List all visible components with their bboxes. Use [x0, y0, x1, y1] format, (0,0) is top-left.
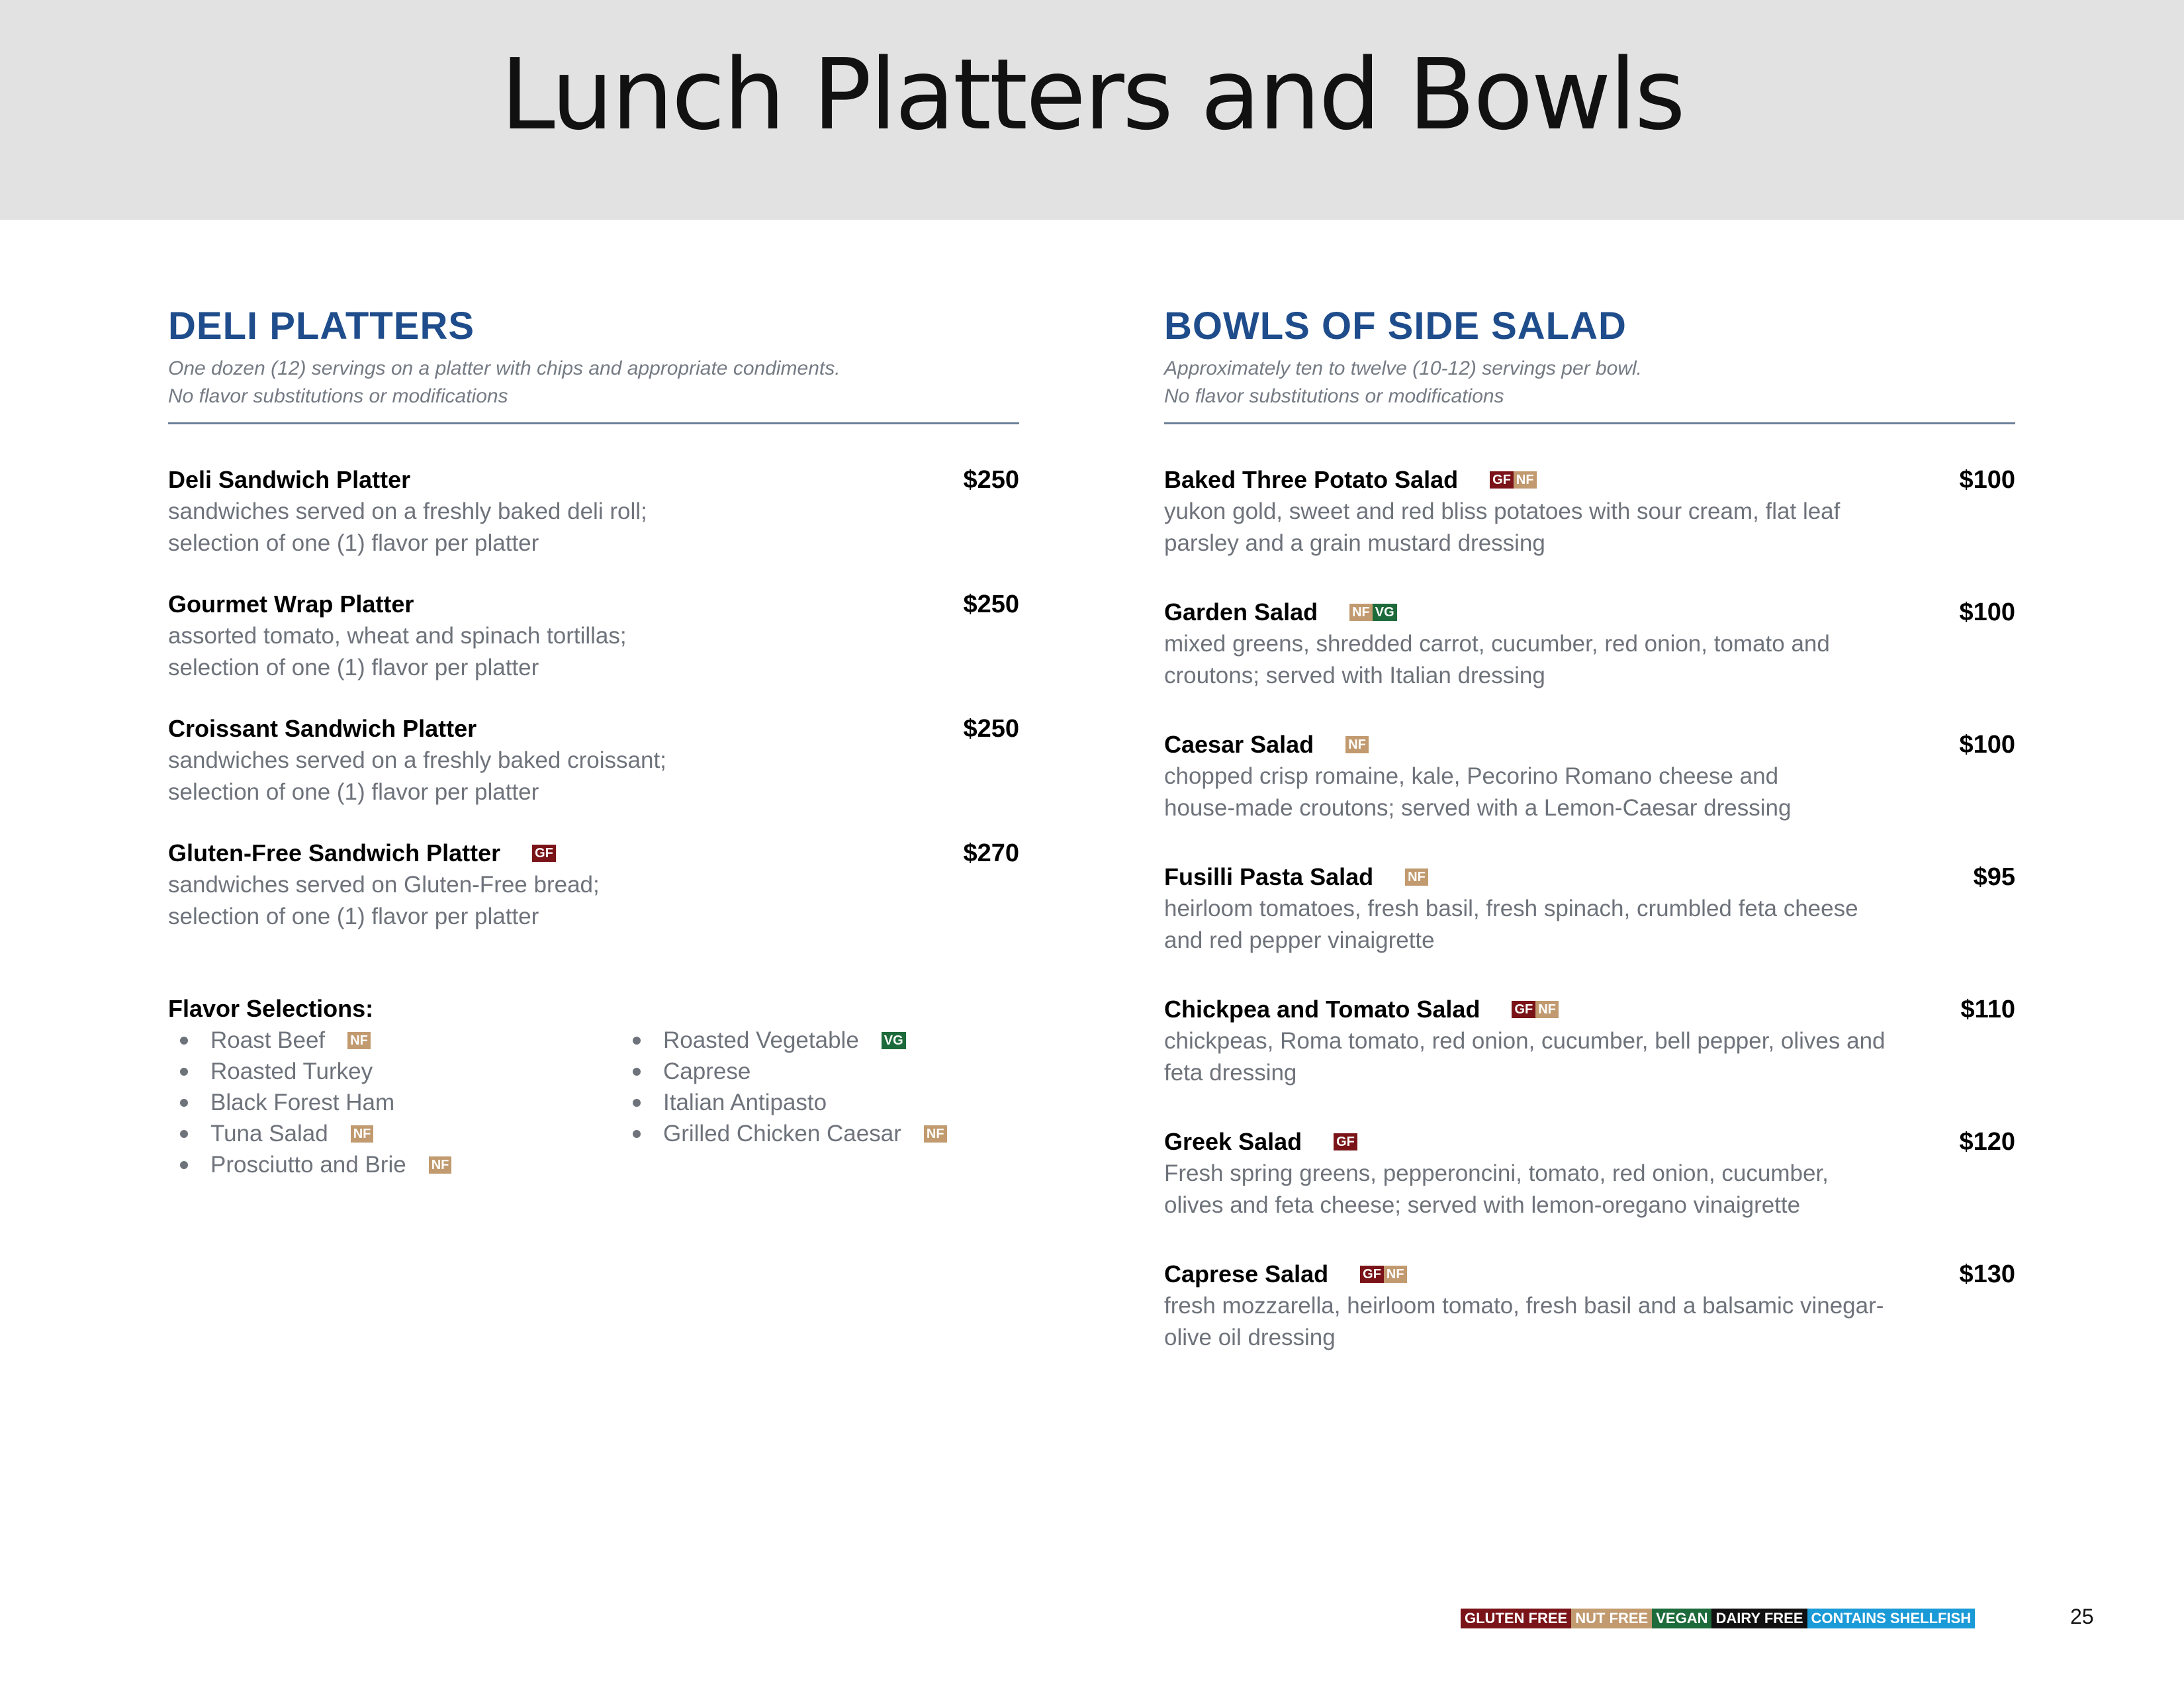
- item-description: mixed greens, shredded carrot, cucumber, red onion, tomato and croutons; served with Italian dressing: [1164, 631, 1830, 688]
- item-name: Garden Salad: [1164, 598, 1318, 626]
- item-description: assorted tomato, wheat and spinach tortillas; selection of one (1) flavor per platter: [168, 623, 627, 680]
- item-price: $120: [1959, 1128, 2015, 1156]
- section-divider: [1164, 422, 2015, 424]
- menu-item: [1164, 863, 2015, 995]
- gluten-free-badge: GF: [532, 845, 556, 862]
- list-item: Black Forest Ham: [168, 1087, 621, 1118]
- item-description: sandwiches served on a freshly baked croissant; selection of one (1) flavor per platter: [168, 747, 666, 805]
- legend-gluten-free: GLUTEN FREE: [1461, 1609, 1571, 1628]
- menu-item: [1164, 598, 2015, 730]
- item-name: Fusilli Pasta Salad: [1164, 863, 1374, 890]
- deli-platters-heading: DELI PLATTERS: [168, 305, 475, 348]
- deli-note-line-1: One dozen (12) servings on a platter with chips and appropriate condiments.: [168, 357, 841, 379]
- menu-item: [168, 590, 1019, 714]
- dietary-badges: [1512, 1001, 1558, 1018]
- item-price: $100: [1959, 598, 2015, 626]
- item-name: Greek Salad: [1164, 1128, 1302, 1155]
- nut-free-badge: NF: [347, 1032, 371, 1049]
- list-item: Tuna Salad NF: [168, 1118, 621, 1149]
- item-description: sandwiches served on a freshly baked deli roll; selection of one (1) flavor per platter: [168, 498, 647, 556]
- menu-item: [168, 465, 1019, 590]
- legend-nut-free: NUT FREE: [1571, 1609, 1652, 1628]
- list-item: Roasted Vegetable VG: [621, 1025, 947, 1056]
- gluten-free-badge: GF: [1334, 1133, 1357, 1150]
- deli-platters-section: [168, 303, 1019, 963]
- dietary-legend: [1461, 1609, 1975, 1628]
- menu-item: [168, 839, 1019, 963]
- flavor-selections-title: Flavor Selections:: [168, 995, 374, 1022]
- list-item: Italian Antipasto: [621, 1087, 947, 1118]
- item-description: fresh mozzarella, heirloom tomato, fresh basil and a balsamic vinegar- olive oil dressing: [1164, 1293, 1884, 1350]
- item-name: Croissant Sandwich Platter: [168, 715, 477, 742]
- list-item: Roasted Turkey: [168, 1056, 621, 1087]
- item-name: Caesar Salad: [1164, 731, 1314, 758]
- section-divider: [168, 422, 1019, 424]
- item-name: Gluten-Free Sandwich Platter: [168, 839, 501, 867]
- nut-free-badge: NF: [1384, 1266, 1407, 1283]
- salad-note: [1164, 355, 2015, 410]
- list-item: Prosciutto and Brie NF: [168, 1149, 621, 1180]
- salad-note-line-1: Approximately ten to twelve (10-12) servings per bowl.: [1164, 357, 1642, 379]
- gluten-free-badge: GF: [1490, 471, 1514, 489]
- dietary-badges: [1405, 868, 1428, 886]
- deli-item-list: [168, 465, 1019, 963]
- vegan-badge: VG: [882, 1032, 906, 1049]
- item-price: $250: [963, 466, 1019, 494]
- item-name: Caprese Salad: [1164, 1260, 1329, 1288]
- dietary-badges: [1360, 1266, 1406, 1283]
- list-item: Grilled Chicken Caesar NF: [621, 1118, 947, 1149]
- vegan-badge: VG: [1373, 604, 1397, 621]
- menu-item: [1164, 995, 2015, 1127]
- item-price: $250: [963, 715, 1019, 743]
- menu-item: [168, 714, 1019, 839]
- list-item: Caprese: [621, 1056, 947, 1087]
- page-title: Lunch Platters and Bowls: [500, 38, 1684, 152]
- menu-item: [1164, 1260, 2015, 1392]
- nut-free-badge: NF: [429, 1156, 452, 1174]
- item-name: Deli Sandwich Platter: [168, 466, 411, 493]
- salad-note-line-2: No flavor substitutions or modifications: [1164, 385, 1504, 407]
- menu-item: [1164, 465, 2015, 598]
- side-salad-heading: BOWLS OF SIDE SALAD: [1164, 305, 1627, 348]
- list-item: Roast Beef NF: [168, 1025, 621, 1056]
- dietary-badges: [1334, 1133, 1357, 1150]
- gluten-free-badge: GF: [1360, 1266, 1384, 1283]
- item-description: heirloom tomatoes, fresh basil, fresh spinach, crumbled feta cheese and red pepper vinaigrette: [1164, 896, 1858, 953]
- item-price: $110: [1960, 996, 2015, 1023]
- item-price: $100: [1959, 731, 2015, 759]
- page-number: 25: [2070, 1605, 2094, 1628]
- item-price: $250: [963, 590, 1019, 618]
- dietary-badges: [1490, 471, 1536, 489]
- gluten-free-badge: GF: [1512, 1001, 1535, 1018]
- side-salad-section: [1164, 303, 2015, 1392]
- item-name: Gourmet Wrap Platter: [168, 590, 414, 618]
- dietary-badges: [532, 845, 556, 862]
- flavor-list: [168, 1025, 621, 1180]
- item-name: Chickpea and Tomato Salad: [1164, 996, 1480, 1023]
- legend-vegan: VEGAN: [1652, 1609, 1711, 1628]
- item-description: chickpeas, Roma tomato, red onion, cucumber, bell pepper, olives and feta dressing: [1164, 1028, 1886, 1086]
- item-price: $100: [1959, 466, 2015, 494]
- nut-free-badge: NF: [1349, 604, 1373, 621]
- dietary-badges: [1345, 736, 1369, 753]
- nut-free-badge: NF: [1405, 868, 1428, 886]
- nut-free-badge: NF: [1514, 471, 1537, 489]
- item-description: chopped crisp romaine, kale, Pecorino Romano cheese and house-made croutons; served with a Lemon-Caesar dressing: [1164, 763, 1792, 821]
- item-description: Fresh spring greens, pepperoncini, tomato, red onion, cucumber, olives and feta cheese; served with lemon-oregano vinaigrette: [1164, 1160, 1829, 1218]
- legend-dairy-free: DAIRY FREE: [1711, 1609, 1807, 1628]
- deli-note: [168, 355, 1019, 410]
- item-price: $95: [1973, 863, 2015, 891]
- item-price: $130: [1959, 1260, 2015, 1288]
- nut-free-badge: NF: [1535, 1001, 1559, 1018]
- item-name: Baked Three Potato Salad: [1164, 466, 1459, 493]
- menu-item: [1164, 1127, 2015, 1260]
- legend-contains-shellfish: CONTAINS SHELLFISH: [1807, 1609, 1976, 1628]
- item-description: yukon gold, sweet and red bliss potatoes with sour cream, flat leaf parsley and a grain mustard dressing: [1164, 498, 1841, 556]
- nut-free-badge: NF: [924, 1125, 947, 1143]
- nut-free-badge: NF: [1345, 736, 1369, 753]
- item-description: sandwiches served on Gluten-Free bread; selection of one (1) flavor per platter: [168, 872, 600, 929]
- flavor-list: [621, 1025, 947, 1180]
- nut-free-badge: NF: [351, 1125, 374, 1143]
- salad-item-list: [1164, 465, 2015, 1392]
- item-price: $270: [963, 839, 1019, 867]
- menu-item: [1164, 730, 2015, 863]
- dietary-badges: [1349, 604, 1397, 621]
- flavor-selections: [168, 993, 1028, 1180]
- deli-note-line-2: No flavor substitutions or modifications: [168, 385, 508, 407]
